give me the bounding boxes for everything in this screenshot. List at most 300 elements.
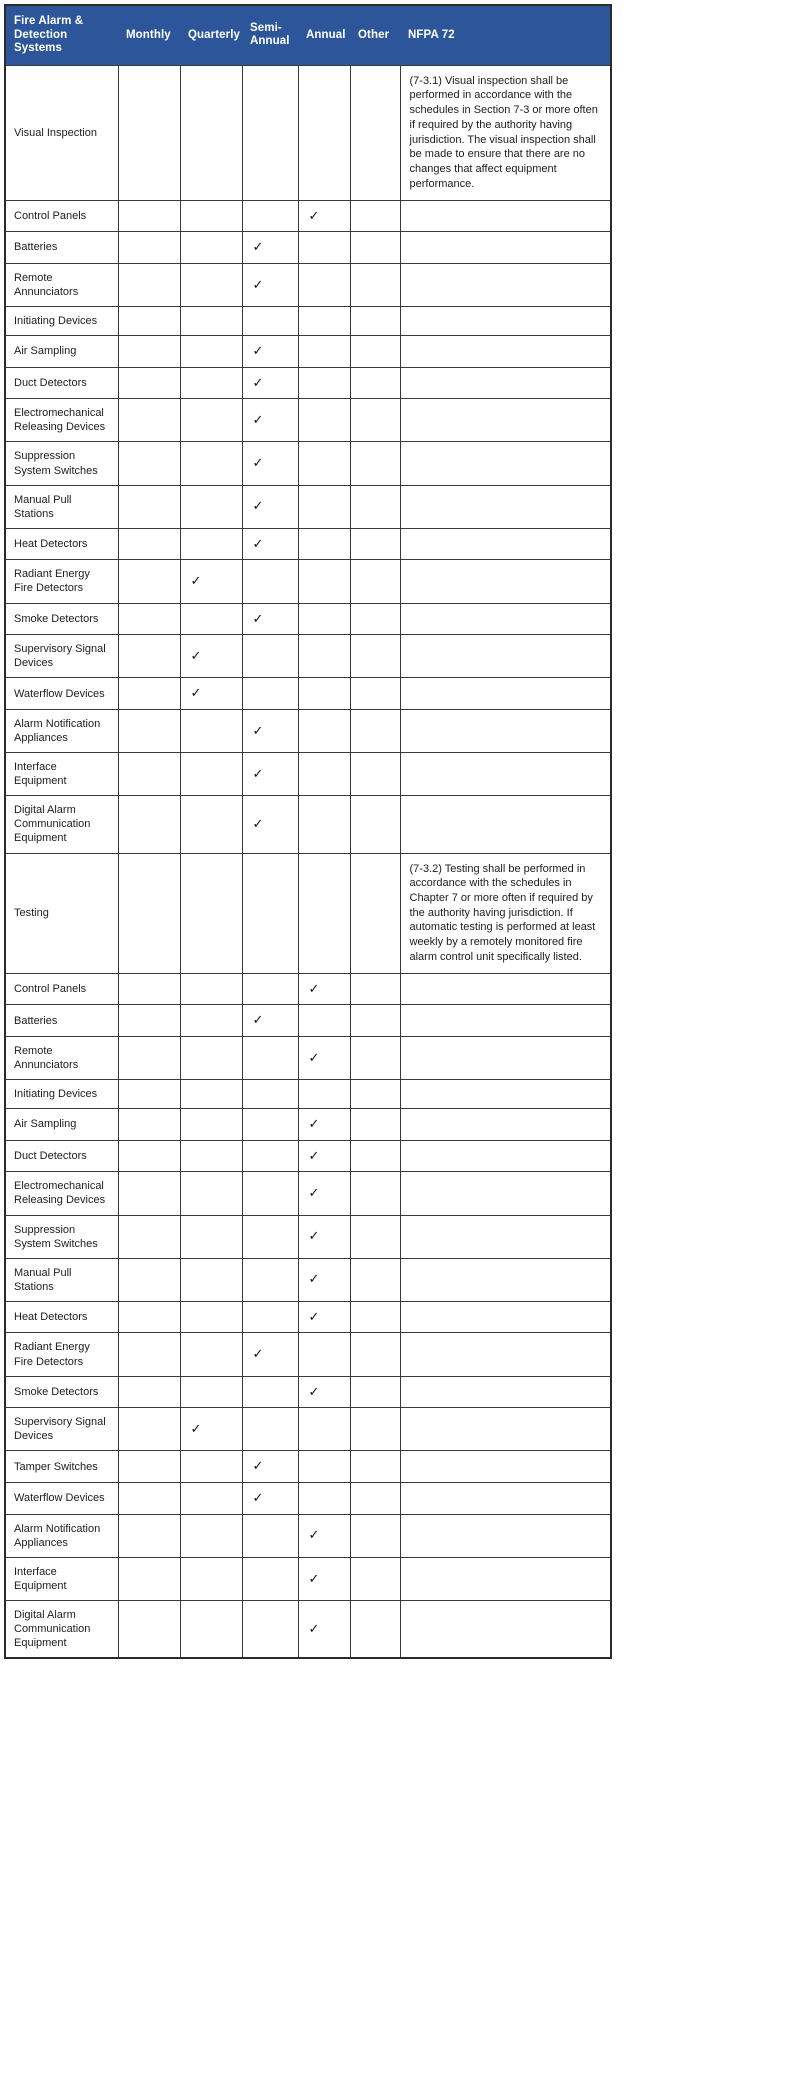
cell-annual xyxy=(298,603,350,635)
cell-semi-annual xyxy=(242,560,298,603)
cell-quarterly xyxy=(180,1600,242,1658)
cell-annual xyxy=(298,306,350,335)
cell-quarterly xyxy=(180,1557,242,1600)
cell-monthly xyxy=(118,528,180,560)
cell-other xyxy=(350,200,400,232)
cell-semi-annual xyxy=(242,1557,298,1600)
cell-other xyxy=(350,1514,400,1557)
table-row xyxy=(5,678,611,710)
column-header-other: Other xyxy=(350,5,400,65)
table-row xyxy=(5,560,611,603)
cell-quarterly xyxy=(180,1483,242,1515)
cell-nfpa-72 xyxy=(400,1172,611,1215)
row-label: Suppression System Switches xyxy=(5,1215,118,1258)
table-row xyxy=(5,753,611,796)
cell-semi-annual xyxy=(242,485,298,528)
cell-nfpa-72 xyxy=(400,1258,611,1301)
table-row xyxy=(5,442,611,485)
cell-annual xyxy=(298,200,350,232)
table-row xyxy=(5,1451,611,1483)
cell-quarterly xyxy=(180,1333,242,1376)
cell-semi-annual xyxy=(242,1036,298,1079)
check-icon: ✓ xyxy=(308,1571,320,1587)
cell-monthly xyxy=(118,1109,180,1141)
cell-semi-annual xyxy=(242,973,298,1005)
check-icon: ✓ xyxy=(252,817,264,833)
table-row xyxy=(5,306,611,335)
check-icon: ✓ xyxy=(252,344,264,360)
table-row xyxy=(5,1514,611,1557)
check-icon: ✓ xyxy=(252,1491,264,1507)
table-row xyxy=(5,399,611,442)
cell-annual xyxy=(298,1600,350,1658)
cell-monthly xyxy=(118,709,180,752)
check-icon: ✓ xyxy=(252,723,264,739)
check-icon: ✓ xyxy=(190,1422,202,1438)
cell-annual xyxy=(298,485,350,528)
cell-annual xyxy=(298,1408,350,1451)
cell-quarterly xyxy=(180,65,242,200)
cell-other xyxy=(350,1451,400,1483)
cell-semi-annual xyxy=(242,1301,298,1333)
cell-quarterly xyxy=(180,635,242,678)
cell-nfpa-72 xyxy=(400,709,611,752)
cell-nfpa-72 xyxy=(400,200,611,232)
row-label: Suppression System Switches xyxy=(5,442,118,485)
check-icon: ✓ xyxy=(308,1050,320,1066)
cell-annual xyxy=(298,1140,350,1172)
cell-quarterly xyxy=(180,528,242,560)
row-label: Alarm Notification Appliances xyxy=(5,1514,118,1557)
cell-other xyxy=(350,1408,400,1451)
cell-semi-annual xyxy=(242,603,298,635)
cell-nfpa-72 xyxy=(400,635,611,678)
cell-quarterly xyxy=(180,1215,242,1258)
cell-nfpa-72 xyxy=(400,796,611,853)
check-icon: ✓ xyxy=(252,277,264,293)
cell-semi-annual xyxy=(242,1451,298,1483)
cell-annual xyxy=(298,1376,350,1408)
cell-quarterly xyxy=(180,603,242,635)
cell-other xyxy=(350,1333,400,1376)
cell-annual xyxy=(298,635,350,678)
cell-other xyxy=(350,635,400,678)
cell-quarterly xyxy=(180,336,242,368)
cell-nfpa-72 xyxy=(400,367,611,399)
table-row xyxy=(5,635,611,678)
cell-monthly xyxy=(118,442,180,485)
cell-nfpa-72 xyxy=(400,485,611,528)
cell-annual xyxy=(298,1215,350,1258)
cell-quarterly xyxy=(180,1258,242,1301)
row-label: Radiant Energy Fire Detectors xyxy=(5,1333,118,1376)
check-icon: ✓ xyxy=(308,208,320,224)
table-row xyxy=(5,796,611,853)
check-icon: ✓ xyxy=(190,574,202,590)
cell-semi-annual xyxy=(242,753,298,796)
cell-nfpa-72 xyxy=(400,1600,611,1658)
cell-other xyxy=(350,709,400,752)
cell-monthly xyxy=(118,367,180,399)
row-label: Interface Equipment xyxy=(5,1557,118,1600)
cell-annual xyxy=(298,1080,350,1109)
table-row xyxy=(5,1005,611,1037)
cell-semi-annual xyxy=(242,1408,298,1451)
nfpa-reference-text: (7-3.2) Testing shall be performed in accordance with the schedules in Chapter 7 or more often if required by the authority having jurisdiction. If automatic testing is performed at least weekly by a remotely monitored fire alarm control unit specifically listed. xyxy=(400,853,611,973)
row-label: Smoke Detectors xyxy=(5,603,118,635)
check-icon: ✓ xyxy=(252,375,264,391)
table-row xyxy=(5,1215,611,1258)
cell-monthly xyxy=(118,853,180,973)
cell-annual xyxy=(298,1333,350,1376)
cell-nfpa-72 xyxy=(400,232,611,264)
cell-nfpa-72 xyxy=(400,1451,611,1483)
table-row xyxy=(5,603,611,635)
cell-semi-annual xyxy=(242,399,298,442)
cell-other xyxy=(350,263,400,306)
cell-annual xyxy=(298,853,350,973)
cell-quarterly xyxy=(180,1301,242,1333)
cell-monthly xyxy=(118,1376,180,1408)
cell-quarterly xyxy=(180,1036,242,1079)
table-row xyxy=(5,200,611,232)
row-label: Digital Alarm Communication Equipment xyxy=(5,796,118,853)
check-icon: ✓ xyxy=(308,1528,320,1544)
check-icon: ✓ xyxy=(252,456,264,472)
cell-quarterly xyxy=(180,367,242,399)
cell-annual xyxy=(298,442,350,485)
cell-annual xyxy=(298,1301,350,1333)
table-row xyxy=(5,709,611,752)
check-icon: ✓ xyxy=(190,648,202,664)
cell-nfpa-72 xyxy=(400,399,611,442)
cell-monthly xyxy=(118,306,180,335)
cell-semi-annual xyxy=(242,1140,298,1172)
cell-annual xyxy=(298,709,350,752)
check-icon: ✓ xyxy=(252,536,264,552)
row-label: Supervisory Signal Devices xyxy=(5,635,118,678)
cell-quarterly xyxy=(180,1005,242,1037)
cell-nfpa-72 xyxy=(400,1483,611,1515)
row-label: Control Panels xyxy=(5,973,118,1005)
cell-semi-annual xyxy=(242,263,298,306)
table-row xyxy=(5,1376,611,1408)
row-label: Batteries xyxy=(5,1005,118,1037)
cell-other xyxy=(350,1080,400,1109)
cell-monthly xyxy=(118,678,180,710)
cell-nfpa-72 xyxy=(400,1005,611,1037)
cell-nfpa-72 xyxy=(400,1376,611,1408)
column-header-nfpa-72: NFPA 72 xyxy=(400,5,611,65)
cell-nfpa-72 xyxy=(400,678,611,710)
cell-monthly xyxy=(118,973,180,1005)
cell-other xyxy=(350,678,400,710)
table-row xyxy=(5,1258,611,1301)
check-icon: ✓ xyxy=(252,413,264,429)
cell-other xyxy=(350,1109,400,1141)
cell-monthly xyxy=(118,753,180,796)
cell-quarterly xyxy=(180,485,242,528)
row-label: Duct Detectors xyxy=(5,367,118,399)
row-label: Heat Detectors xyxy=(5,1301,118,1333)
cell-annual xyxy=(298,399,350,442)
cell-annual xyxy=(298,973,350,1005)
cell-nfpa-72 xyxy=(400,263,611,306)
cell-quarterly xyxy=(180,678,242,710)
table-body xyxy=(5,65,611,1658)
cell-monthly xyxy=(118,336,180,368)
table-row xyxy=(5,1333,611,1376)
cell-monthly xyxy=(118,1600,180,1658)
cell-semi-annual xyxy=(242,232,298,264)
header-row xyxy=(5,5,611,65)
check-icon: ✓ xyxy=(252,1347,264,1363)
cell-quarterly xyxy=(180,263,242,306)
cell-nfpa-72 xyxy=(400,753,611,796)
cell-annual xyxy=(298,1483,350,1515)
check-icon: ✓ xyxy=(252,240,264,256)
cell-quarterly xyxy=(180,1080,242,1109)
column-header-semi-annual: Semi-Annual xyxy=(242,5,298,65)
cell-annual xyxy=(298,560,350,603)
cell-nfpa-72 xyxy=(400,336,611,368)
cell-quarterly xyxy=(180,796,242,853)
cell-semi-annual xyxy=(242,1109,298,1141)
cell-semi-annual xyxy=(242,306,298,335)
cell-semi-annual xyxy=(242,796,298,853)
check-icon: ✓ xyxy=(308,1117,320,1133)
cell-annual xyxy=(298,263,350,306)
cell-monthly xyxy=(118,796,180,853)
cell-annual xyxy=(298,1451,350,1483)
row-label: Remote Annunciators xyxy=(5,263,118,306)
cell-monthly xyxy=(118,1172,180,1215)
row-label: Electromechanical Releasing Devices xyxy=(5,1172,118,1215)
check-icon: ✓ xyxy=(308,1384,320,1400)
cell-nfpa-72 xyxy=(400,1140,611,1172)
cell-nfpa-72 xyxy=(400,973,611,1005)
cell-semi-annual xyxy=(242,1258,298,1301)
row-label: Smoke Detectors xyxy=(5,1376,118,1408)
row-label: Control Panels xyxy=(5,200,118,232)
cell-other xyxy=(350,485,400,528)
cell-monthly xyxy=(118,560,180,603)
table-row xyxy=(5,1036,611,1079)
cell-nfpa-72 xyxy=(400,528,611,560)
cell-annual xyxy=(298,232,350,264)
row-label: Radiant Energy Fire Detectors xyxy=(5,560,118,603)
cell-quarterly xyxy=(180,200,242,232)
check-icon: ✓ xyxy=(252,499,264,515)
cell-other xyxy=(350,853,400,973)
table-row xyxy=(5,1483,611,1515)
cell-other xyxy=(350,367,400,399)
column-header-annual: Annual xyxy=(298,5,350,65)
cell-quarterly xyxy=(180,1109,242,1141)
row-label: Waterflow Devices xyxy=(5,678,118,710)
cell-annual xyxy=(298,1172,350,1215)
cell-other xyxy=(350,1301,400,1333)
cell-quarterly xyxy=(180,853,242,973)
cell-other xyxy=(350,1600,400,1658)
cell-other xyxy=(350,306,400,335)
cell-quarterly xyxy=(180,442,242,485)
row-label: Alarm Notification Appliances xyxy=(5,709,118,752)
cell-quarterly xyxy=(180,973,242,1005)
cell-monthly xyxy=(118,1333,180,1376)
cell-semi-annual xyxy=(242,336,298,368)
row-label: Waterflow Devices xyxy=(5,1483,118,1515)
cell-semi-annual xyxy=(242,678,298,710)
table-row xyxy=(5,263,611,306)
cell-semi-annual xyxy=(242,1172,298,1215)
cell-semi-annual xyxy=(242,853,298,973)
cell-nfpa-72 xyxy=(400,1408,611,1451)
cell-other xyxy=(350,560,400,603)
cell-nfpa-72 xyxy=(400,1109,611,1141)
cell-quarterly xyxy=(180,753,242,796)
cell-monthly xyxy=(118,65,180,200)
cell-quarterly xyxy=(180,1451,242,1483)
table-row xyxy=(5,1301,611,1333)
table-row xyxy=(5,1140,611,1172)
cell-monthly xyxy=(118,1215,180,1258)
check-icon: ✓ xyxy=(308,981,320,997)
cell-semi-annual xyxy=(242,1376,298,1408)
cell-monthly xyxy=(118,232,180,264)
row-label: Supervisory Signal Devices xyxy=(5,1408,118,1451)
cell-semi-annual xyxy=(242,528,298,560)
row-label: Digital Alarm Communication Equipment xyxy=(5,1600,118,1658)
cell-other xyxy=(350,753,400,796)
column-header-monthly: Monthly xyxy=(118,5,180,65)
row-label: Air Sampling xyxy=(5,1109,118,1141)
cell-monthly xyxy=(118,399,180,442)
cell-semi-annual xyxy=(242,200,298,232)
cell-quarterly xyxy=(180,232,242,264)
fire-alarm-inspection-schedule-table xyxy=(4,4,612,1659)
check-icon: ✓ xyxy=(308,1229,320,1245)
cell-semi-annual xyxy=(242,442,298,485)
cell-monthly xyxy=(118,200,180,232)
cell-semi-annual xyxy=(242,367,298,399)
cell-nfpa-72 xyxy=(400,1333,611,1376)
row-label: Batteries xyxy=(5,232,118,264)
cell-other xyxy=(350,1172,400,1215)
table-row xyxy=(5,367,611,399)
cell-other xyxy=(350,65,400,200)
cell-semi-annual xyxy=(242,1600,298,1658)
row-label: Air Sampling xyxy=(5,336,118,368)
check-icon: ✓ xyxy=(308,1186,320,1202)
table-row xyxy=(5,336,611,368)
check-icon: ✓ xyxy=(190,686,202,702)
column-header-quarterly: Quarterly xyxy=(180,5,242,65)
cell-quarterly xyxy=(180,399,242,442)
check-icon: ✓ xyxy=(308,1148,320,1164)
cell-other xyxy=(350,1376,400,1408)
cell-monthly xyxy=(118,485,180,528)
table-row xyxy=(5,1109,611,1141)
cell-nfpa-72 xyxy=(400,1036,611,1079)
cell-quarterly xyxy=(180,1514,242,1557)
cell-monthly xyxy=(118,1080,180,1109)
check-icon: ✓ xyxy=(252,766,264,782)
cell-monthly xyxy=(118,1005,180,1037)
cell-monthly xyxy=(118,1514,180,1557)
cell-nfpa-72 xyxy=(400,1557,611,1600)
cell-monthly xyxy=(118,1408,180,1451)
cell-other xyxy=(350,973,400,1005)
cell-monthly xyxy=(118,263,180,306)
cell-annual xyxy=(298,678,350,710)
cell-other xyxy=(350,442,400,485)
cell-annual xyxy=(298,336,350,368)
check-icon: ✓ xyxy=(308,1272,320,1288)
table-row xyxy=(5,528,611,560)
cell-quarterly xyxy=(180,709,242,752)
row-label: Initiating Devices xyxy=(5,1080,118,1109)
row-label: Manual Pull Stations xyxy=(5,485,118,528)
table-row xyxy=(5,1080,611,1109)
cell-quarterly xyxy=(180,1140,242,1172)
cell-quarterly xyxy=(180,1376,242,1408)
cell-quarterly xyxy=(180,560,242,603)
cell-annual xyxy=(298,1557,350,1600)
table-row xyxy=(5,232,611,264)
column-header-item: Fire Alarm & Detection Systems xyxy=(5,5,118,65)
cell-other xyxy=(350,1483,400,1515)
cell-quarterly xyxy=(180,1408,242,1451)
cell-quarterly xyxy=(180,1172,242,1215)
table-row xyxy=(5,1600,611,1658)
cell-monthly xyxy=(118,635,180,678)
cell-nfpa-72 xyxy=(400,1301,611,1333)
row-label: Initiating Devices xyxy=(5,306,118,335)
cell-nfpa-72 xyxy=(400,306,611,335)
table-row xyxy=(5,485,611,528)
cell-other xyxy=(350,1258,400,1301)
cell-quarterly xyxy=(180,306,242,335)
cell-other xyxy=(350,1215,400,1258)
cell-nfpa-72 xyxy=(400,442,611,485)
cell-annual xyxy=(298,1258,350,1301)
cell-monthly xyxy=(118,1036,180,1079)
cell-other xyxy=(350,399,400,442)
cell-semi-annual xyxy=(242,1080,298,1109)
cell-nfpa-72 xyxy=(400,603,611,635)
cell-semi-annual xyxy=(242,1483,298,1515)
cell-other xyxy=(350,1557,400,1600)
cell-annual xyxy=(298,796,350,853)
cell-semi-annual xyxy=(242,1514,298,1557)
row-label: Electromechanical Releasing Devices xyxy=(5,399,118,442)
table-row xyxy=(5,65,611,200)
cell-semi-annual xyxy=(242,635,298,678)
cell-other xyxy=(350,528,400,560)
check-icon: ✓ xyxy=(308,1621,320,1637)
row-label: Tamper Switches xyxy=(5,1451,118,1483)
cell-annual xyxy=(298,367,350,399)
row-label: Duct Detectors xyxy=(5,1140,118,1172)
cell-semi-annual xyxy=(242,1333,298,1376)
cell-semi-annual xyxy=(242,65,298,200)
cell-monthly xyxy=(118,1483,180,1515)
table-row xyxy=(5,973,611,1005)
cell-annual xyxy=(298,1005,350,1037)
row-label: Manual Pull Stations xyxy=(5,1258,118,1301)
cell-monthly xyxy=(118,1140,180,1172)
